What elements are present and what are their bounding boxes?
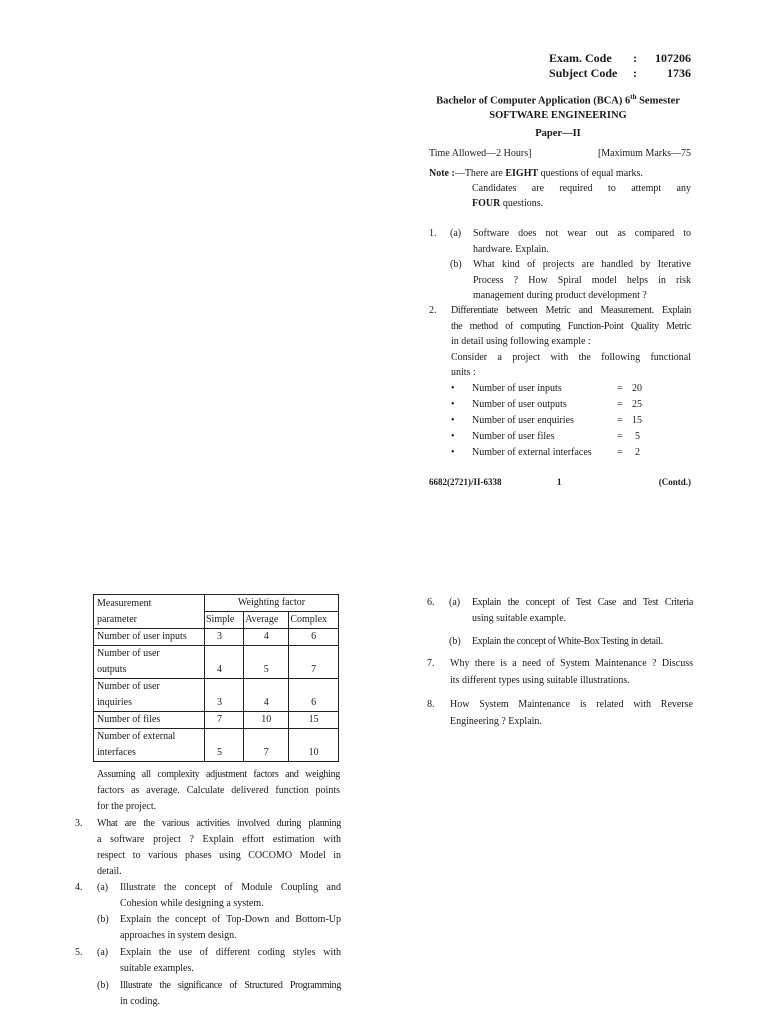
question-text: What are the various activities involved during planning a software project ? Explain effort estimation with respect to various phases using COCOMO Model in detail. [97, 818, 341, 877]
question-number: 1. [429, 228, 437, 239]
table-row [94, 646, 339, 679]
exam-code-value: 107206 [655, 51, 691, 65]
footer-page-number: 1 [557, 477, 562, 487]
table-row [94, 679, 339, 712]
list-item: • Number of user inputs = 20 [451, 383, 642, 394]
list-item: • Number of user outputs = 25 [451, 399, 642, 410]
part-b-label: (b) [449, 636, 461, 647]
table-cell: 4 [244, 629, 289, 646]
table-cell: 6 [289, 629, 339, 646]
question-number: 5. [75, 947, 83, 958]
question-text: Differentiate between Metric and Measurement. Explain the method of computing Function-Point Quality Metric in detail using following example : Consider a project with the following functional units : [451, 305, 691, 378]
note-line-3: FOUR questions. [472, 198, 544, 209]
table-cell: 3 [205, 629, 244, 646]
table-row [94, 612, 339, 629]
question-number: 2. [429, 305, 437, 316]
part-a-label: (a) [450, 228, 462, 239]
footer-contd: (Contd.) [658, 477, 691, 487]
table-cell: Number of user inputs [94, 629, 205, 646]
question-text: How System Maintenance is related with Reverse Engineering ? Explain. [450, 699, 693, 727]
table-header: Average [244, 612, 289, 629]
question-text: Why there is a need of System Maintenance ? Discuss its different types using suitable illustrations. [450, 658, 693, 686]
table-row [94, 595, 339, 612]
subject-title: SOFTWARE ENGINEERING [489, 110, 627, 121]
table-cell: Number of external interfaces [94, 729, 205, 762]
table-row [94, 729, 339, 762]
footer-code: 6682(2721)/II-6338 [429, 477, 502, 487]
part-a-text: Illustrate the concept of Module Coupling and Cohesion while designing a system. [120, 882, 341, 909]
part-b-label: (b) [97, 980, 109, 991]
question-2-continuation: Assuming all complexity adjustment factors and weighing factors as average. Calculate delivered function points for the project. [97, 769, 340, 812]
table-cell: 5 [244, 646, 289, 679]
part-b-text: Explain the concept of White-Box Testing in detail. [472, 636, 663, 647]
table-cell: 4 [244, 679, 289, 712]
part-b-label: (b) [450, 259, 462, 270]
part-a-text: Explain the use of different coding styles with suitable examples. [120, 947, 341, 974]
list-item: • Number of external interfaces = 2 [451, 447, 640, 458]
table-cell: 5 [205, 729, 244, 762]
table-row [94, 712, 339, 729]
question-number: 6. [427, 597, 435, 608]
question-number: 8. [427, 699, 435, 710]
subject-code-colon: : [633, 66, 637, 80]
part-b-text: What kind of projects are handled by Iterative Process ? How Spiral model helps in risk management during product development ? [473, 259, 691, 301]
table-cell: 3 [205, 679, 244, 712]
part-b-text: Explain the concept of Top-Down and Bottom-Up approaches in system design. [120, 914, 341, 941]
part-b-text: Illustrate the significance of Structured Programming in coding. [120, 980, 341, 1007]
note-line-2: Candidates are required to attempt any [472, 183, 691, 194]
question-number: 3. [75, 818, 83, 829]
table-row [94, 629, 339, 646]
table-cell: Number of user inquiries [94, 679, 205, 712]
table-cell: 7 [205, 712, 244, 729]
table-header: Complex [289, 612, 339, 629]
exam-code-label: Exam. Code [549, 51, 612, 65]
table-cell: 10 [244, 712, 289, 729]
table-cell: 15 [289, 712, 339, 729]
question-number: 7. [427, 658, 435, 669]
part-a-label: (a) [449, 597, 461, 608]
question-number: 4. [75, 882, 83, 893]
table-cell: 6 [289, 679, 339, 712]
part-a-text: Explain the concept of Test Case and Test Criteria using suitable example. [472, 597, 693, 624]
time-allowed: Time Allowed—2 Hours] [429, 148, 532, 159]
table-cell: Number of files [94, 712, 205, 729]
table-cell: 7 [244, 729, 289, 762]
list-item: • Number of user enquiries = 15 [451, 415, 642, 426]
table-cell: Number of user outputs [94, 646, 205, 679]
table-header: Weighting factor [205, 595, 339, 612]
part-a-text: Software does not wear out as compared to hardware. Explain. [473, 228, 691, 255]
exam-code-colon: : [633, 51, 637, 65]
subject-code [549, 66, 691, 81]
degree-title: Bachelor of Computer Application (BCA) 6th Semester [436, 93, 680, 107]
part-b-label: (b) [97, 914, 109, 925]
table-cell: Measurement [94, 595, 205, 612]
exam-code [549, 51, 691, 66]
note [429, 166, 691, 211]
table-header: Simple [205, 612, 244, 629]
note-line-1: Note :—There are EIGHT questions of equal marks. [429, 168, 643, 179]
table-cell: parameter [94, 612, 205, 629]
weighting-factor-table [93, 594, 339, 762]
part-a-label: (a) [97, 882, 109, 893]
page-footer [429, 477, 691, 491]
table-cell: 10 [289, 729, 339, 762]
list-item: • Number of user files = 5 [451, 431, 640, 442]
subject-code-label: Subject Code [549, 66, 618, 80]
subject-code-value: 1736 [667, 66, 691, 80]
table-cell: 7 [289, 646, 339, 679]
table-cell: 4 [205, 646, 244, 679]
paper-title: Paper—II [535, 128, 581, 139]
part-a-label: (a) [97, 947, 109, 958]
max-marks: [Maximum Marks—75 [597, 148, 691, 159]
